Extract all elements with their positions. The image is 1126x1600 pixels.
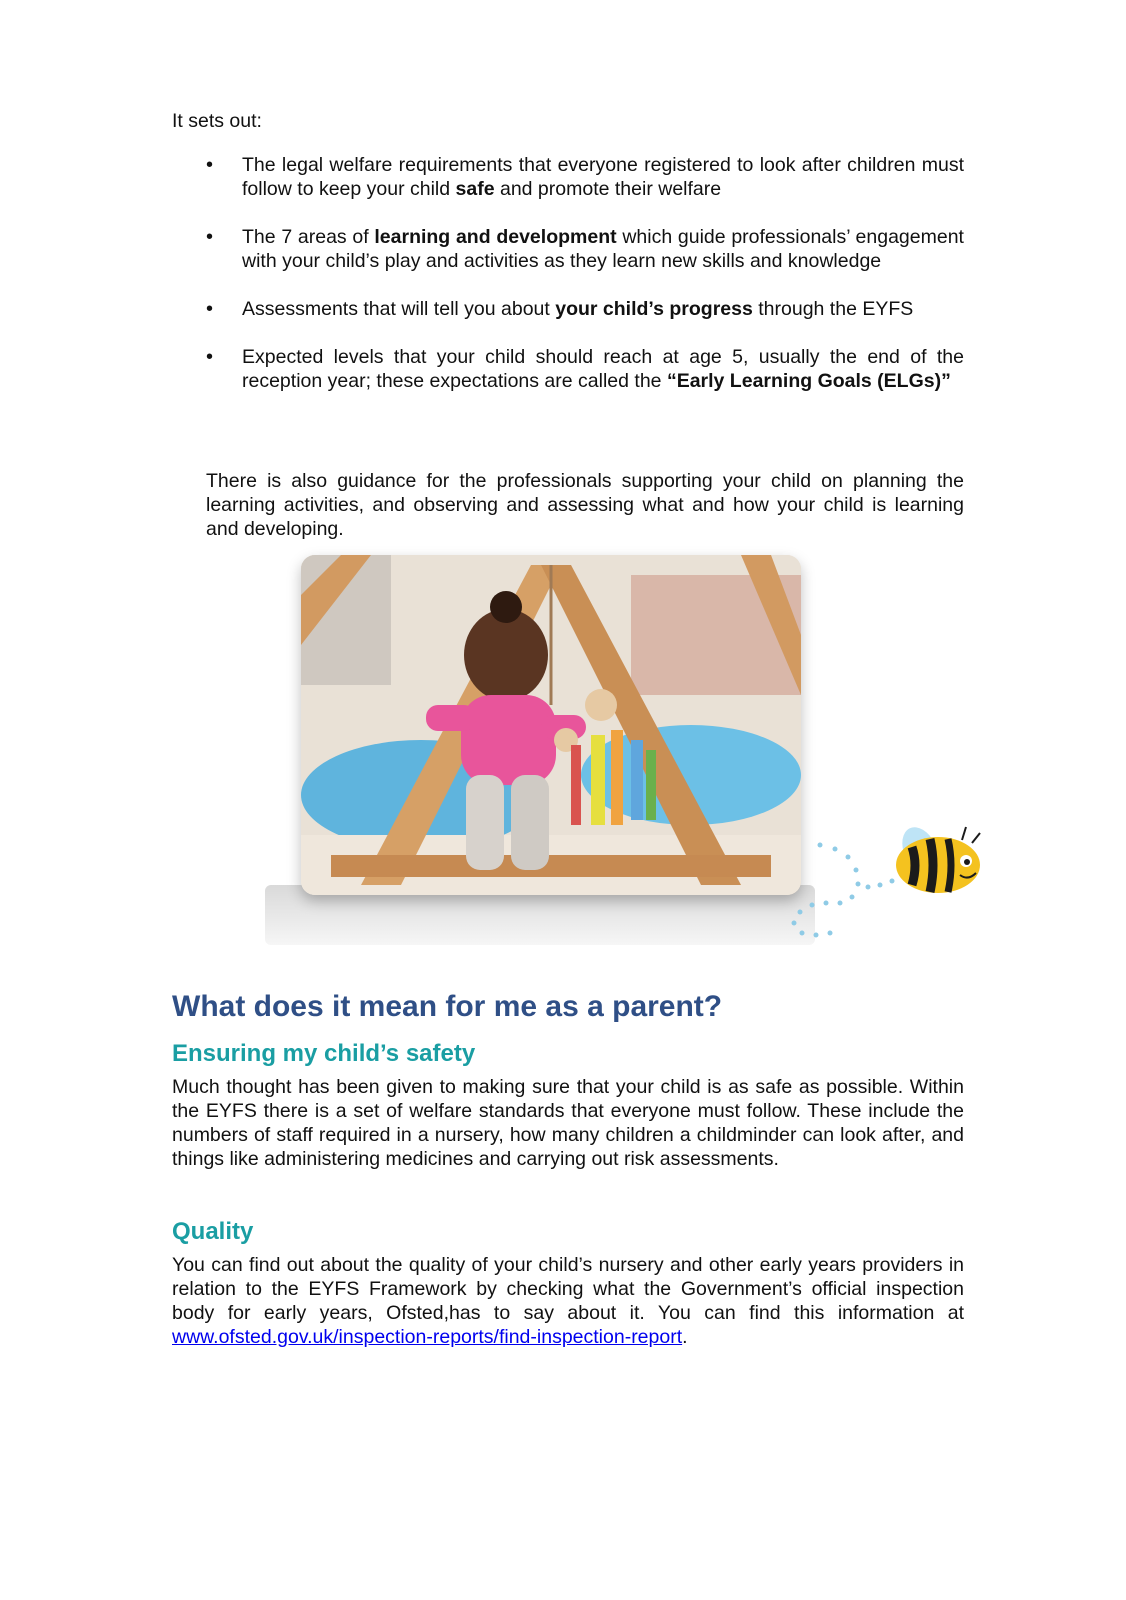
- quality-tail: .: [682, 1326, 688, 1348]
- list-item-emphasis: your child’s progress: [555, 298, 753, 320]
- list-item-text: The 7 areas of: [242, 226, 375, 248]
- quality-heading: Quality: [172, 1218, 254, 1245]
- list-item-emphasis: safe: [455, 178, 495, 200]
- list-item-emphasis: “Early Learning Goals (ELGs)”: [666, 370, 951, 392]
- bee-decoration: [780, 815, 1010, 945]
- photo-illustration: [301, 555, 801, 895]
- photo-figure: [265, 555, 815, 933]
- child-playing-photo: [301, 555, 801, 895]
- quality-text: You can find out about the quality of your child’s nursery and other early years providers in relation to the EYFS Framework by checking what the Government’s official inspection body for early years, Ofsted,has to say about it. You can find this information at: [172, 1254, 964, 1324]
- list-item-text: The legal welfare requirements that everyone registered to look after children must follow to keep your child: [242, 154, 964, 200]
- guidance-paragraph: There is also guidance for the professionals supporting your child on planning the learning activities, and observing and assessing what and how your child is learning and developing.: [206, 470, 964, 540]
- list-item: [206, 297, 964, 321]
- list-item-text: through the EYFS: [752, 298, 914, 320]
- ofsted-inspection-link[interactable]: www.ofsted.gov.uk/inspection-reports/find-inspection-report: [172, 1326, 683, 1348]
- list-item-text: and promote their welfare: [494, 178, 722, 200]
- list-item-text: Expected levels that your child should reach at age 5, usually the end of the reception year; these expectations are called the: [242, 346, 964, 392]
- page-heading: What does it mean for me as a parent?: [172, 990, 723, 1023]
- list-item-emphasis: learning and development: [374, 226, 617, 248]
- safety-heading: Ensuring my child’s safety: [172, 1040, 476, 1067]
- intro-text: It sets out:: [172, 110, 262, 132]
- list-item: [206, 225, 964, 273]
- quality-paragraph: [172, 1253, 964, 1349]
- list-item-text: which guide professionals’ engagement with your child’s play and activities as they learn new skills and knowledge: [242, 226, 964, 272]
- list-item-text: Assessments that will tell you about: [242, 298, 556, 320]
- requirements-list: [206, 153, 964, 417]
- list-item: [206, 345, 964, 393]
- list-item: [206, 153, 964, 201]
- safety-paragraph: Much thought has been given to making sure that your child is as safe as possible. Within the EYFS there is a set of welfare standards that everyone must follow. These include the numbers of staff required in a nursery, how many children a childminder can look after, and things like administering medicines and carrying out risk assessments.: [172, 1076, 964, 1170]
